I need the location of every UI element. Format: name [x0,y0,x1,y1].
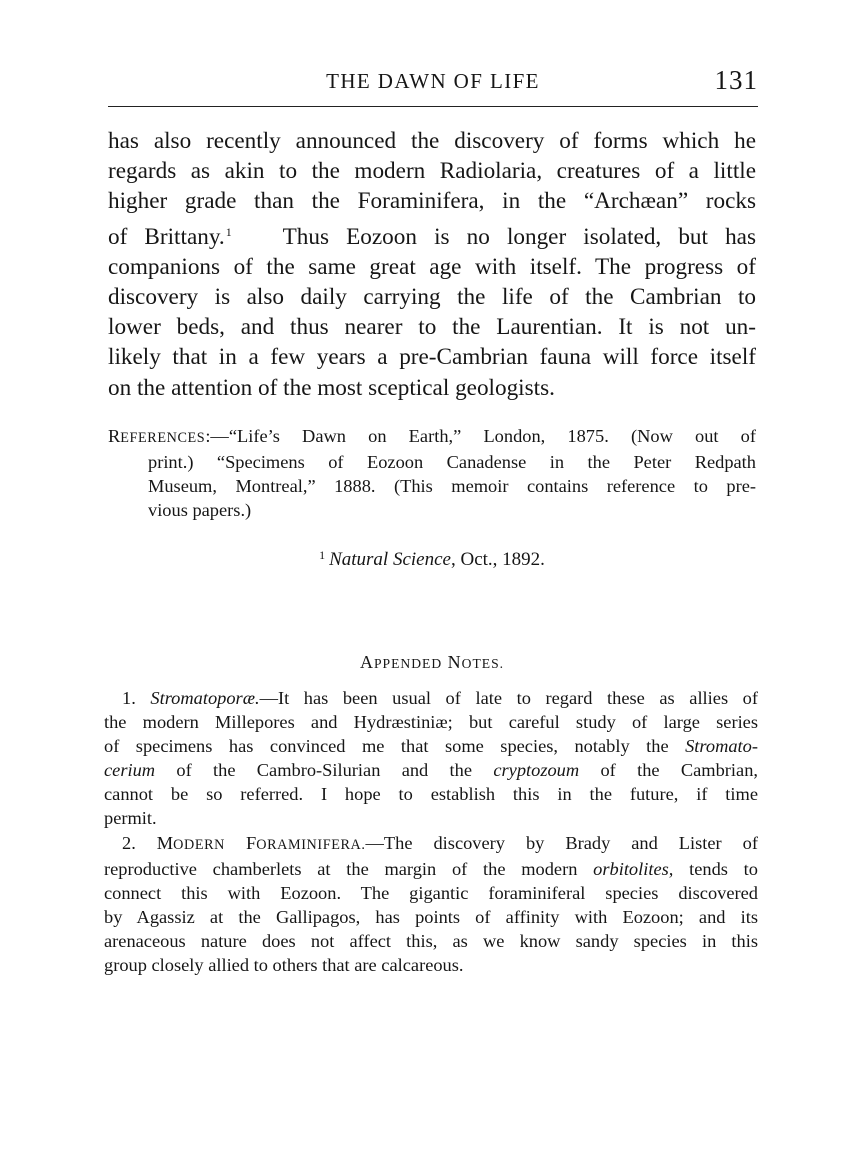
note-1-line [104,686,758,710]
running-title: THE DAWN OF LIFE [326,69,540,93]
note-text: reproductive chamberlets at the margin of the modern [104,858,578,879]
header-rule [108,106,758,107]
note-2-line [104,857,758,881]
body-line-part: of Brittany. [108,223,225,250]
note-number: 2. [122,832,136,853]
note-1-line: permit. [104,808,157,829]
references-label-initial: R [108,426,121,446]
note-1-line: the modern Millepores and Hydræstiniæ; but careful study of large series [104,712,758,733]
note-2-line [104,831,758,857]
note-text: —It has been usual of late to regard these as allies of [259,688,758,708]
references-line: Museum, Montreal,” 1888. (This memoir contains reference to pre- [148,476,756,496]
note-term-initial: M [156,832,174,853]
note-term: cryptozoum [493,760,580,781]
footnote-marker: 1 [319,548,326,562]
note-2-line: by Agassiz at the Gallipagos, has points of affinity with Eozoon; and its [104,906,758,927]
body-line: regards as akin to the modern Radiolaria, creatures of a little [108,158,756,185]
note-term-rest: ORAMINIFERA. [256,836,366,853]
note-2-line: arenaceous nature does not affect this, as we know sandy species in this [104,930,758,951]
appended-notes-heading [108,650,756,676]
footnote-journal: Natural Science [329,549,451,570]
heading-rest: PPENDED [373,656,443,671]
heading-initial: N [447,652,462,672]
note-term: Stromato- [685,736,758,757]
body-line: companions of the same great age with itself. The progress of [108,253,756,280]
body-line: discovery is also daily carrying the life of the Cambrian to [108,284,756,311]
note-number: 1. [122,688,136,708]
note-text: of the Cambrian, [600,760,758,781]
footnote-reference: 1 [225,224,232,239]
page-number: 131 [714,65,758,95]
note-text: of the Cambro-Silurian and the [176,760,473,781]
body-line: has also recently announced the discovery of forms which he [108,128,756,154]
running-header [108,66,758,100]
appended-notes [104,686,758,977]
body-line [108,217,756,252]
references-text: :—“Life’s Dawn on Earth,” London, 1875. (Now out of [205,426,756,446]
note-text: —The discovery by Brady and Lister of [365,832,758,853]
note-term-rest: ODERN [173,836,226,853]
references-line: vious papers.) [148,500,252,520]
note-text: tends to [689,858,758,879]
footnote [108,542,756,573]
note-term: orbitolites, [593,858,674,879]
heading-initial: A [359,652,374,672]
note-term: Stromatoporæ. [150,688,260,708]
note-2-line: group closely allied to others that are calcareous. [104,955,464,976]
footnote-date: , Oct., 1892. [450,549,545,570]
heading-rest: OTES. [461,656,505,671]
note-1-line [104,758,758,782]
note-term-initial: F [246,832,257,853]
body-line-part: Thus Eozoon is no longer isolated, but has [282,223,756,250]
body-line: lower beds, and thus nearer to the Laurentian. It is not un- [108,314,756,341]
note-2-line: connect this with Eozoon. The gigantic foraminiferal species discovered [104,882,758,903]
body-paragraph [108,126,756,403]
note-text: of specimens has convinced me that some species, notably the [104,736,669,757]
body-line: likely that in a few years a pre-Cambrian fauna will force itself [108,344,756,371]
references-label-rest: EFERENCES [120,430,206,446]
note-1-line [104,734,758,758]
note-1-line: cannot be so referred. I hope to establish this in the future, if time [104,784,758,805]
references-line: print.) “Specimens of Eozoon Canadense in the Peter Redpath [148,452,756,472]
note-term: cerium [104,760,156,781]
references-line [108,424,756,450]
references [108,424,756,522]
body-line: higher grade than the Foraminifera, in the “Archæan” rocks [108,188,756,215]
body-line: on the attention of the most sceptical geologists. [108,374,555,401]
